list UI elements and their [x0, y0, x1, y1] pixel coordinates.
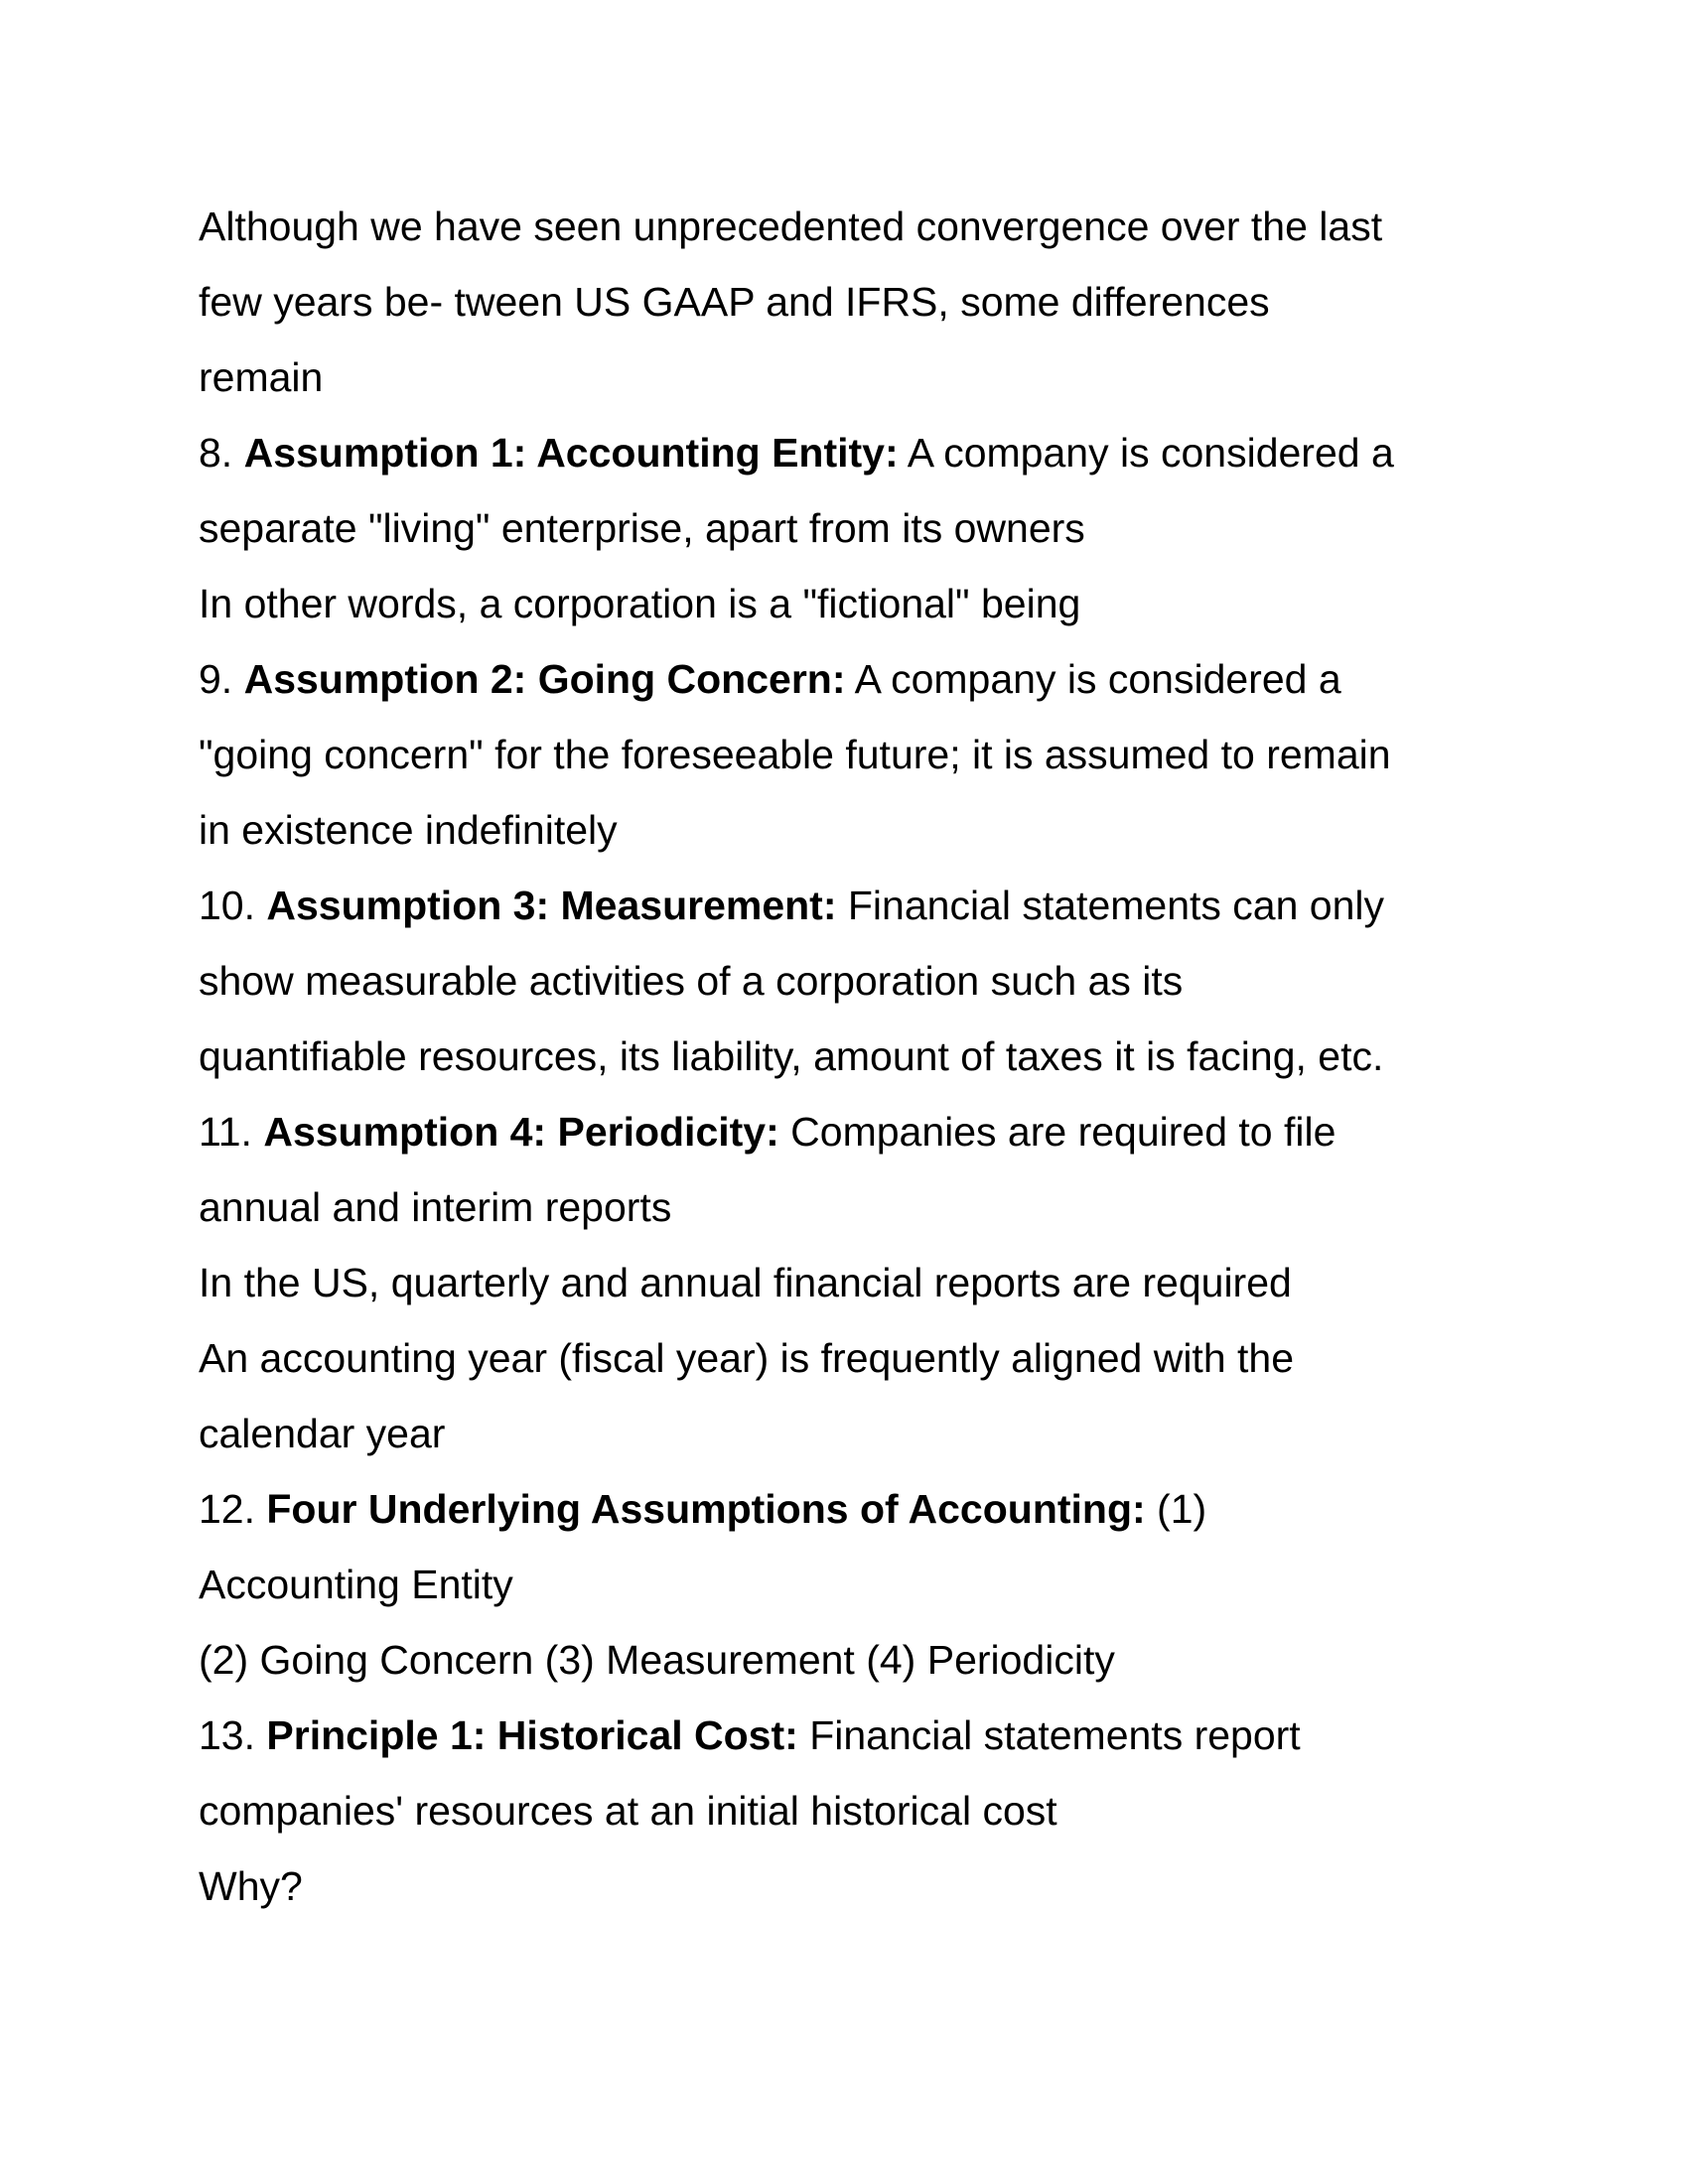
line-text: A company is considered a: [845, 656, 1341, 702]
line-text: A company is considered a: [898, 430, 1394, 476]
text-line: [199, 1169, 1394, 1245]
line-text: Accounting Entity: [199, 1562, 513, 1607]
line-text: Companies are required to file: [778, 1109, 1336, 1155]
bold-heading: Assumption 2: Going Concern:: [243, 656, 846, 702]
line-text: quantifiable resources, its liability, amount of taxes it is facing, etc.: [199, 1033, 1384, 1079]
line-text: Why?: [199, 1863, 303, 1909]
line-text: Financial statements report: [797, 1712, 1301, 1758]
line-text: 12.: [199, 1486, 267, 1532]
bold-heading: Principle 1: Historical Cost:: [266, 1712, 798, 1758]
text-line: [199, 943, 1394, 1019]
line-text: In the US, quarterly and annual financial reports are required: [199, 1260, 1292, 1305]
line-text: (2) Going Concern (3) Measurement (4) Periodicity: [199, 1637, 1115, 1683]
line-text: remain: [199, 354, 324, 400]
text-line: [199, 1622, 1394, 1698]
text-line: [199, 792, 1394, 868]
line-text: calendar year: [199, 1411, 446, 1456]
text-line: [199, 264, 1394, 340]
text-line: [199, 1773, 1394, 1848]
text-line: [199, 1547, 1394, 1622]
bold-heading: Assumption 3: Measurement:: [266, 883, 837, 928]
text-line: [199, 1396, 1394, 1471]
bold-heading: Four Underlying Assumptions of Accounting:: [266, 1486, 1146, 1532]
bold-heading: Assumption 1: Accounting Entity:: [243, 430, 899, 476]
line-text: An accounting year (fiscal year) is frequently aligned with the: [199, 1335, 1295, 1381]
text-line: [199, 1245, 1394, 1320]
text-line: [199, 868, 1394, 943]
text-line: [199, 566, 1394, 641]
line-text: annual and interim reports: [199, 1184, 672, 1230]
text-line: [199, 490, 1394, 566]
line-text: 13.: [199, 1712, 267, 1758]
text-line: [199, 1698, 1394, 1773]
text-line: [199, 717, 1394, 792]
text-line: [199, 1848, 1394, 1924]
line-text: In other words, a corporation is a "fictional" being: [199, 581, 1081, 626]
line-text: 11.: [199, 1109, 264, 1155]
line-text: few years be- tween US GAAP and IFRS, some differences: [199, 279, 1270, 325]
line-text: in existence indefinitely: [199, 807, 618, 853]
text-line: [199, 415, 1394, 490]
text-line: [199, 340, 1394, 415]
text-line: [199, 1320, 1394, 1396]
line-text: Although we have seen unprecedented convergence over the last: [199, 204, 1383, 249]
line-text: companies' resources at an initial historical cost: [199, 1788, 1057, 1834]
text-line: [199, 1019, 1394, 1094]
line-text: separate "living" enterprise, apart from its owners: [199, 505, 1085, 551]
line-text: show measurable activities of a corporation such as its: [199, 958, 1184, 1004]
text-line: [199, 189, 1394, 264]
line-text: Financial statements can only: [836, 883, 1384, 928]
text-line: [199, 1094, 1394, 1169]
text-line: [199, 641, 1394, 717]
line-text: (1): [1145, 1486, 1207, 1532]
line-text: 10.: [199, 883, 267, 928]
bold-heading: Assumption 4: Periodicity:: [263, 1109, 779, 1155]
line-text: 8.: [199, 430, 244, 476]
line-text: 9.: [199, 656, 244, 702]
text-line: [199, 1471, 1394, 1547]
document-page: [199, 189, 1394, 1924]
line-text: "going concern" for the foreseeable future; it is assumed to remain: [199, 732, 1391, 777]
